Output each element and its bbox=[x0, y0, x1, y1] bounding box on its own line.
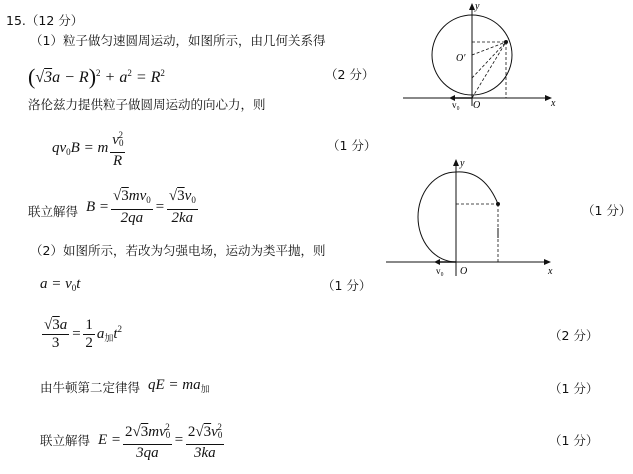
part2-newton-text: 由牛顿第二定律得 bbox=[40, 380, 141, 395]
score-eq5: （2 分） bbox=[549, 328, 599, 343]
figure-electric-projectile bbox=[384, 156, 564, 280]
equation-E-result: E = $\frac{2√3mv_0^2}{3qa}$ = $\frac{2√3v_0^2}{3ka}$ bbox=[98, 422, 223, 461]
part1-lorentz-text: 洛伦兹力提供粒子做圆周运动的向心力，则 bbox=[28, 97, 266, 112]
fig1-y-label: y bbox=[475, 2, 480, 12]
fig1-origin-label: O bbox=[473, 100, 481, 110]
score-eq6: （1 分） bbox=[549, 381, 599, 396]
equation-displacement: $\frac{√3a}{3}$ = $\frac{1}{2}$ $a_加t^2$ bbox=[44, 317, 123, 351]
fig1-v0-label: v₀ bbox=[452, 100, 460, 110]
fig2-y-label: y bbox=[460, 158, 465, 169]
part1-intro: （1）粒子做匀速圆周运动，如图所示，由几何关系得 bbox=[30, 33, 326, 48]
problem-header: 15.（12 分） bbox=[6, 13, 84, 28]
equation-centripetal: $qv_0B = m$ $\frac{v_0^2}{R}$ bbox=[52, 130, 124, 169]
part1-solve-text: 联立解得 bbox=[28, 204, 79, 219]
score-eq4: （1 分） bbox=[322, 278, 372, 293]
fig2-origin-label: O bbox=[460, 266, 468, 277]
part2-intro: （2）如图所示，若改为匀强电场，运动为类平抛，则 bbox=[30, 243, 326, 258]
equation-B-result: B = $\frac{√3mv_0}{2qa}$ = $\frac{√3v_0}{2ka}$ bbox=[86, 188, 196, 226]
equation-a-v0t: $a = v_0t$ bbox=[40, 276, 81, 293]
figure-magnetic-circle bbox=[395, 2, 565, 110]
score-eq7: （1 分） bbox=[549, 433, 599, 448]
equation-geometry: $(√3a - R)^2 + a^2 = R^2$ bbox=[28, 64, 165, 89]
fig1-center-label: O′ bbox=[456, 53, 466, 64]
score-eq1: （2 分） bbox=[325, 67, 375, 82]
fig2-x-label: x bbox=[548, 266, 553, 277]
fig1-x-label: x bbox=[551, 98, 556, 109]
equation-newton: qE = $ma_加$ bbox=[148, 377, 210, 395]
part2-solve-text: 联立解得 bbox=[40, 433, 91, 448]
score-fig2: （1 分） bbox=[582, 203, 632, 218]
score-eq2: （1 分） bbox=[327, 138, 377, 153]
fig2-v0-label: v₀ bbox=[436, 266, 444, 276]
